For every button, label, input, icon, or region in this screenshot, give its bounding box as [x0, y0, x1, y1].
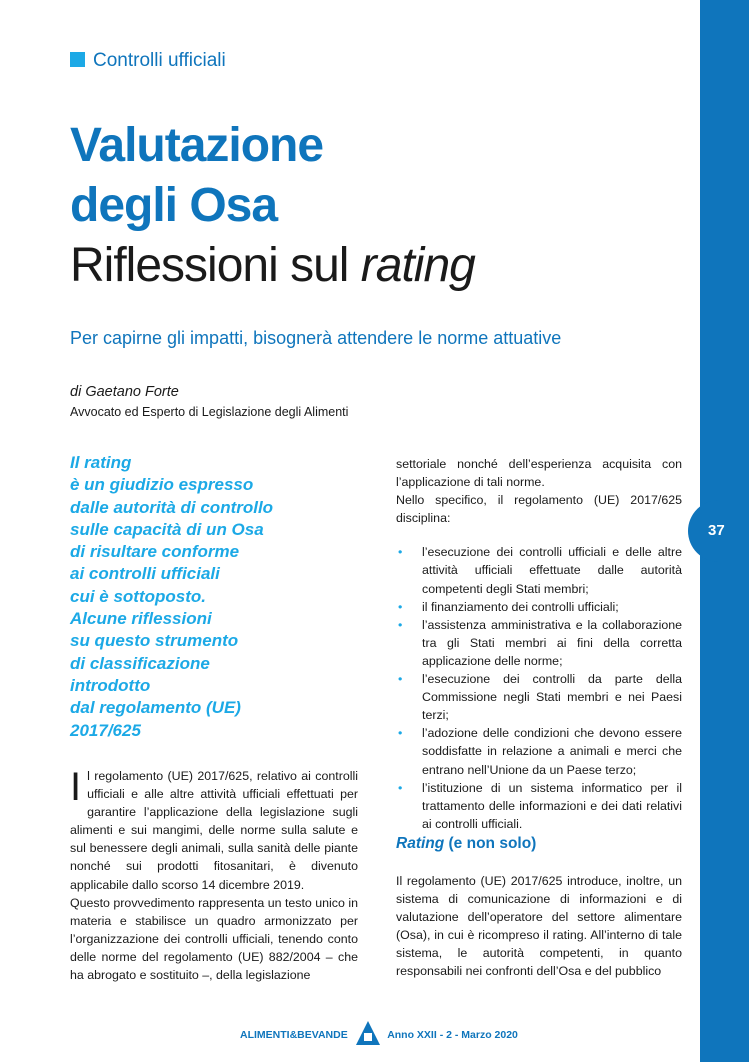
right-body-column-lower [396, 872, 682, 981]
pull-quote-line: ai controlli ufficiali [70, 564, 220, 584]
bullet-icon: • [398, 780, 403, 795]
body-paragraph: Nello specifico, il regolamento (UE) 2017/625 disciplina: [396, 493, 682, 526]
body-paragraph: Il regolamento (UE) 2017/625 introduce, inoltre, un sistema di comunicazione di informazioni e di valutazione dell’operatore del settore alimentare (Osa), in cui è ricompreso il rating. All’interno di tale sistema, le autorità competenti, in quanto responsabili nei confronti dell’Osa e del pubblico [396, 874, 682, 979]
title-line-3-regular: Riflessioni sul [70, 239, 361, 292]
page-number-tab [688, 500, 749, 562]
bullet-list [396, 543, 682, 833]
pull-quote-line: dal regolamento (UE) [70, 698, 241, 718]
bullet-icon: • [398, 617, 403, 632]
section-rubric [70, 50, 226, 72]
list-item [396, 724, 682, 778]
bullet-icon: • [398, 672, 403, 687]
section-heading-italic: Rating [396, 835, 445, 852]
rubric-square-icon [70, 52, 85, 67]
page-number: 37 [708, 522, 725, 539]
list-item [396, 598, 682, 616]
pull-quote-line: dalle autorità di controllo [70, 497, 274, 517]
author-name: di Gaetano Forte [70, 384, 179, 400]
list-item [396, 543, 682, 597]
title-line-3-italic: rating [360, 239, 475, 292]
subtitle: Per capirne gli impatti, bisognerà attendere le norme attuative [70, 328, 562, 348]
list-item-text: l’adozione delle condizioni che devono essere soddisfatte in relazione a animali e merci che entrano nell’Unione da un Paese terzo; [422, 726, 682, 777]
body-paragraph: settoriale nonché dell’esperienza acquisita con l’applicazione di tali norme. [396, 457, 682, 490]
section-heading-rest: (e non solo) [444, 835, 537, 852]
list-item-text: il finanziamento dei controlli ufficiali; [422, 599, 619, 614]
bullet-icon: • [398, 726, 403, 741]
dropcap: I [70, 765, 82, 809]
left-body-column [70, 767, 358, 984]
pull-quote-line: è un giudizio espresso [70, 475, 254, 495]
list-item-text: l’istituzione di un sistema informatico per il trattamento delle informazioni e dei dati relativi ai controlli ufficiali. [422, 780, 682, 831]
author-role: Avvocato ed Esperto di Legislazione degli Alimenti [70, 405, 349, 419]
list-item-text: l’esecuzione dei controlli ufficiali e delle altre attività ufficiali effettuate dalle autorità competenti degli Stati membri; [422, 545, 682, 596]
title-line-2: degli Osa [70, 179, 278, 232]
paragraph-text: l regolamento (UE) 2017/625, relativo ai controlli ufficiali e alle altre attività ufficiali effettuati per garantire l’applicazione della legislazione sugli alimenti e sui mangimi, delle norme sulla salute e sul benessere degli animali, sulla sanità delle piante nonché sui prodotti fitosanitari, è divenuto applicabile dallo scorso 14 dicembre 2019. [70, 769, 358, 892]
issue-info: Anno XXII - 2 - Marzo 2020 [387, 1029, 518, 1041]
list-item [396, 779, 682, 833]
pull-quote-line: 2017/625 [70, 720, 141, 740]
pull-quote-line: sulle capacità di un Osa [70, 519, 264, 539]
pull-quote-line: di risultare conforme [70, 542, 240, 562]
bullet-icon: • [398, 599, 403, 614]
list-item-text: l’assistenza amministrativa e la collaborazione tra gli Stati membri ai fini della corretta applicazione delle norme; [422, 617, 682, 668]
pull-quote-line: Alcune riflessioni [70, 609, 212, 629]
right-body-column [396, 455, 682, 833]
list-item [396, 616, 682, 670]
magazine-name: ALIMENTI&BEVANDE [240, 1029, 348, 1041]
title-line-3 [70, 238, 475, 294]
body-paragraph: Questo provvedimento rappresenta un testo unico in materia e stabilisce un quadro armonizzato per l’organizzazione dei controlli ufficiali, tenendo conto delle norme del regolamento (UE) 882/2004 – che ha abrogato e sostituito –, della legislazione [70, 895, 358, 983]
section-heading [396, 835, 536, 853]
page-footer [240, 1020, 518, 1046]
list-item [396, 670, 682, 724]
pull-quote-line: cui è sottoposto. [70, 586, 206, 606]
magazine-logo-icon [355, 1020, 381, 1046]
pull-quote-line: Il rating [70, 453, 132, 472]
bullet-icon: • [398, 545, 403, 560]
rubric-label: Controlli ufficiali [93, 50, 226, 71]
list-item-text: l’esecuzione dei controlli da parte della Commissione negli Stati membri e nei Paesi terzi; [422, 672, 682, 723]
body-paragraph [70, 767, 358, 894]
pull-quote-line: introdotto [70, 675, 151, 695]
title-line-1: Valutazione [70, 119, 324, 172]
pull-quote-line: di classificazione [70, 653, 210, 673]
pull-quote [70, 452, 370, 742]
pull-quote-line: su questo strumento [70, 631, 239, 651]
